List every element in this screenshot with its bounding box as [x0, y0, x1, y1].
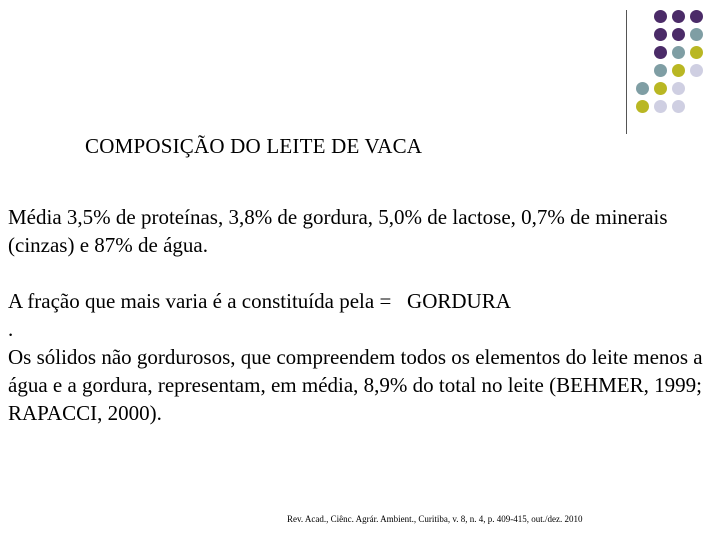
dot-spacer — [636, 46, 649, 59]
fat-variation-paragraph — [8, 287, 708, 427]
composition-paragraph: Média 3,5% de proteínas, 3,8% de gordura, 5,0% de lactose, 0,7% de minerais (cinzas) e 87% de água. — [8, 205, 668, 257]
decorative-dot — [654, 10, 667, 23]
dot-spacer — [636, 64, 649, 77]
decorative-dot — [654, 46, 667, 59]
decorative-dot — [672, 64, 685, 77]
decorative-dot — [690, 46, 703, 59]
decorative-dot — [690, 64, 703, 77]
decorative-dot — [672, 28, 685, 41]
dot-spacer — [636, 10, 649, 23]
decorative-divider — [626, 10, 627, 134]
decorative-dot — [654, 64, 667, 77]
decorative-dot — [672, 10, 685, 23]
decorative-dot — [636, 100, 649, 113]
fat-variation-line — [8, 287, 708, 315]
non-fat-solids-text: Os sólidos não gordurosos, que compreendem todos os elementos do leite menos a água e a gordura, representam, em média, 8,9% do total no leite (BEHMER, 1999; RAPACCI, 2000). — [8, 345, 703, 425]
decorative-dot — [654, 28, 667, 41]
decorative-dot — [672, 46, 685, 59]
fat-variation-prefix: A fração que mais varia é a constituída pela — [8, 289, 375, 313]
decorative-dot — [672, 100, 685, 113]
decorative-dot — [690, 10, 703, 23]
fat-highlight: GORDURA — [407, 289, 511, 313]
slide-title: COMPOSIÇÃO DO LEITE DE VACA — [85, 134, 423, 158]
decorative-dot — [672, 82, 685, 95]
dot-spacer — [636, 28, 649, 41]
decorative-dot-grid — [634, 8, 706, 116]
dot-spacer — [690, 100, 703, 113]
decorative-dot — [654, 100, 667, 113]
decorative-dot — [654, 82, 667, 95]
decorative-dot — [636, 82, 649, 95]
dot-spacer — [690, 82, 703, 95]
decorative-dot — [690, 28, 703, 41]
journal-citation: Rev. Acad., Ciênc. Agrár. Ambient., Curitiba, v. 8, n. 4, p. 409-415, out./dez. 2010 — [287, 514, 583, 524]
equals-sign: = — [379, 289, 392, 313]
separator-dot: . — [8, 317, 14, 341]
